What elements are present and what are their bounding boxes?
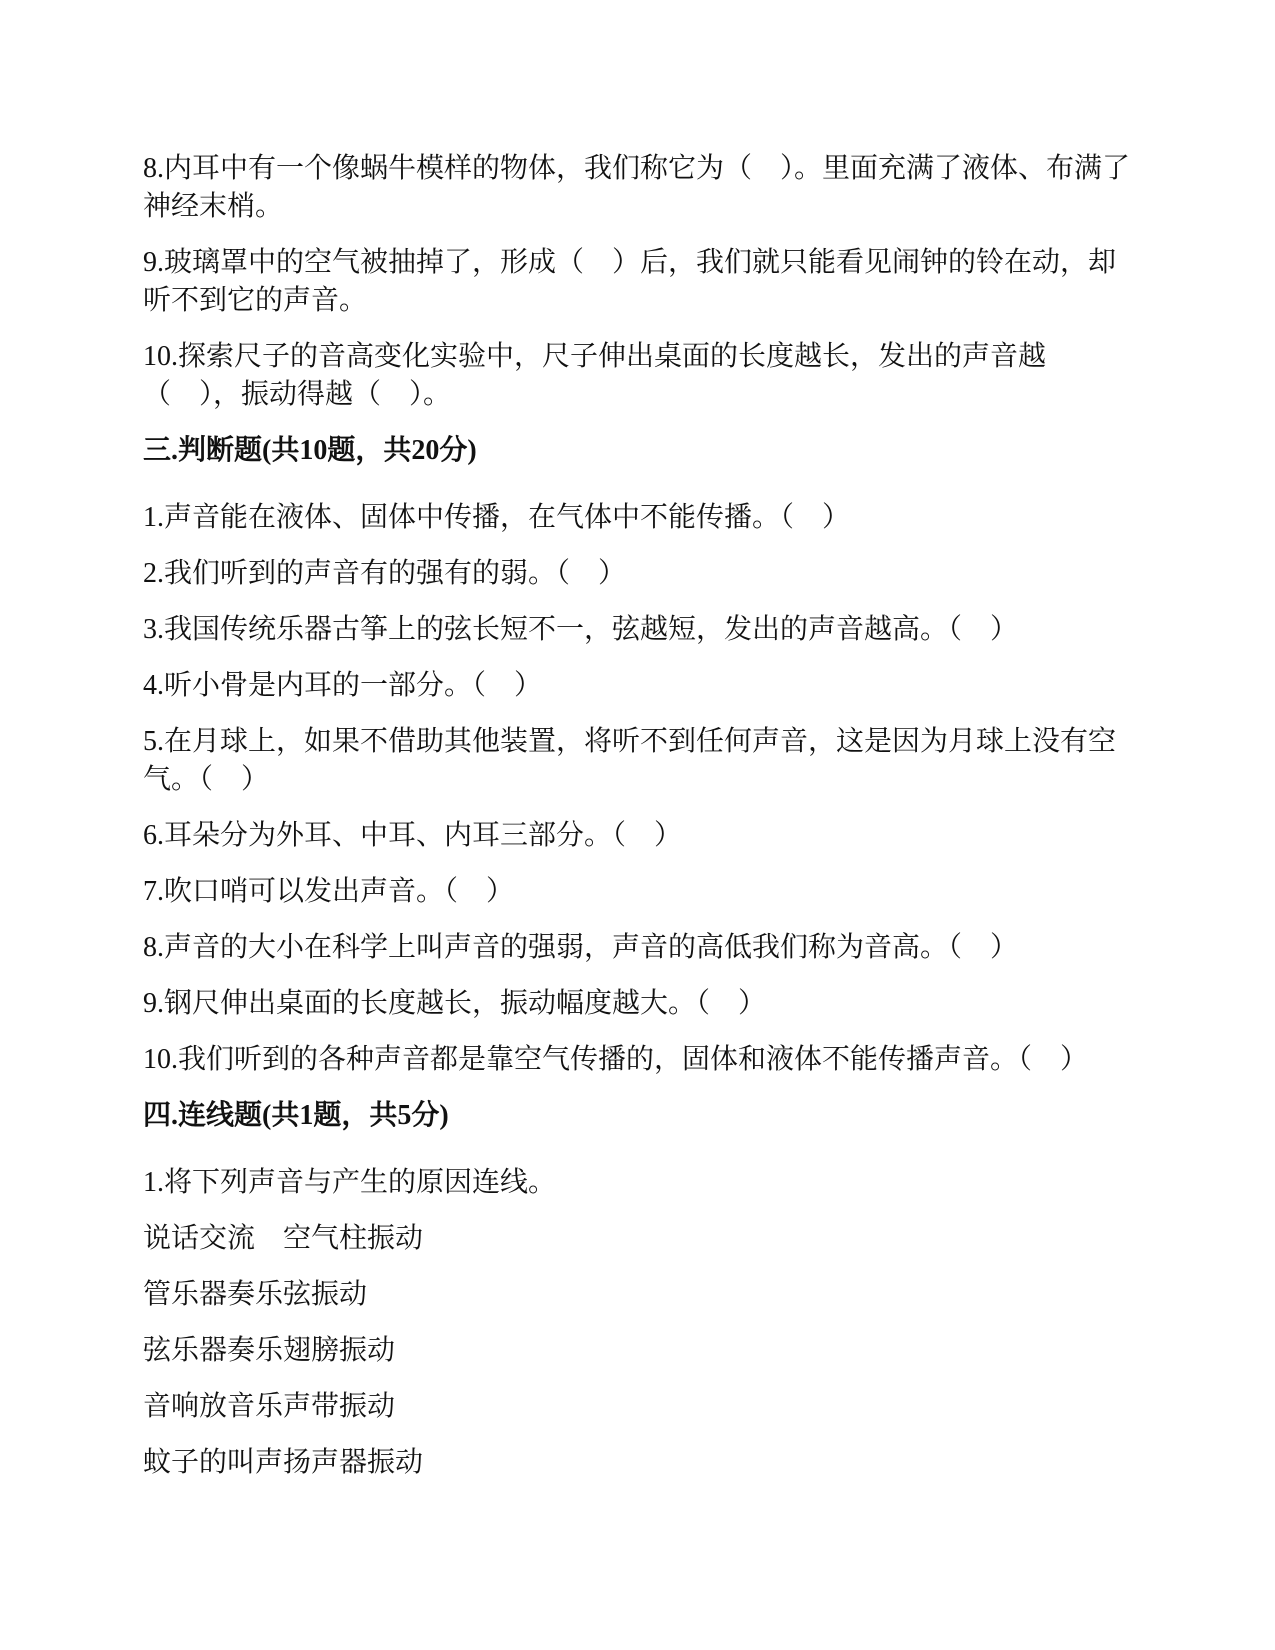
fill-question-9: 9.玻璃罩中的空气被抽掉了，形成（ ）后，我们就只能看见闹钟的铃在动，却听不到它的声音。 [143,247,1117,316]
judge-question-4: 4.听小骨是内耳的一部分。（ ） [143,670,543,701]
judge-question-7: 7.吹口哨可以发出声音。（ ） [143,876,515,907]
matching-cause-4: 声带振动 [283,1391,396,1422]
section-title-judge: 三.判断题(共10题，共20分) [143,435,477,466]
matching-sound-3: 弦乐器奏乐 [143,1335,284,1366]
matching-cause-5: 扬声器振动 [283,1447,424,1478]
judge-question-8: 8.声音的大小在科学上叫声音的强弱，声音的高低我们称为音高。（ ） [143,932,1019,963]
judge-question-10: 10.我们听到的各种声音都是靠空气传播的，固体和液体不能传播声音。（ ） [143,1044,1089,1075]
fill-question-8: 8.内耳中有一个像蜗牛模样的物体，我们称它为（ ）。里面充满了液体、布满了神经末梢。 [143,153,1131,222]
matching-cause-3: 翅膀振动 [283,1335,396,1366]
fill-question-10: 10.探索尺子的音高变化实验中，尺子伸出桌面的长度越长，发出的声音越（ ），振动得越（ ）。 [143,341,1047,410]
judge-question-6: 6.耳朵分为外耳、中耳、内耳三部分。（ ） [143,820,683,851]
matching-sound-2: 管乐器奏乐 [143,1279,284,1310]
judge-question-5: 5.在月球上，如果不借助其他装置，将听不到任何声音，这是因为月球上没有空气。（ ） [143,726,1117,795]
matching-sound-4: 音响放音乐 [143,1391,284,1422]
matching-row-5 [143,1444,1133,1482]
matching-row-3 [143,1332,1133,1370]
matching-row-2 [143,1276,1133,1314]
judge-question-3: 3.我国传统乐器古筝上的弦长短不一，弦越短，发出的声音越高。（ ） [143,614,1019,645]
matching-row-4 [143,1388,1133,1426]
matching-cause-2: 弦振动 [283,1279,368,1310]
judge-question-1: 1.声音能在液体、固体中传播，在气体中不能传播。（ ） [143,502,851,533]
matching-sound-5: 蚊子的叫声 [143,1447,284,1478]
matching-row-1 [143,1220,1133,1258]
judge-question-2: 2.我们听到的声音有的强有的弱。（ ） [143,558,627,589]
matching-instruction: 1.将下列声音与产生的原因连线。 [143,1167,557,1198]
matching-sound-1: 说话交流 [143,1223,256,1254]
matching-cause-1: 空气柱振动 [283,1223,424,1254]
section-title-matching: 四.连线题(共1题，共5分) [143,1100,449,1131]
judge-question-9: 9.钢尺伸出桌面的长度越长，振动幅度越大。（ ） [143,988,767,1019]
